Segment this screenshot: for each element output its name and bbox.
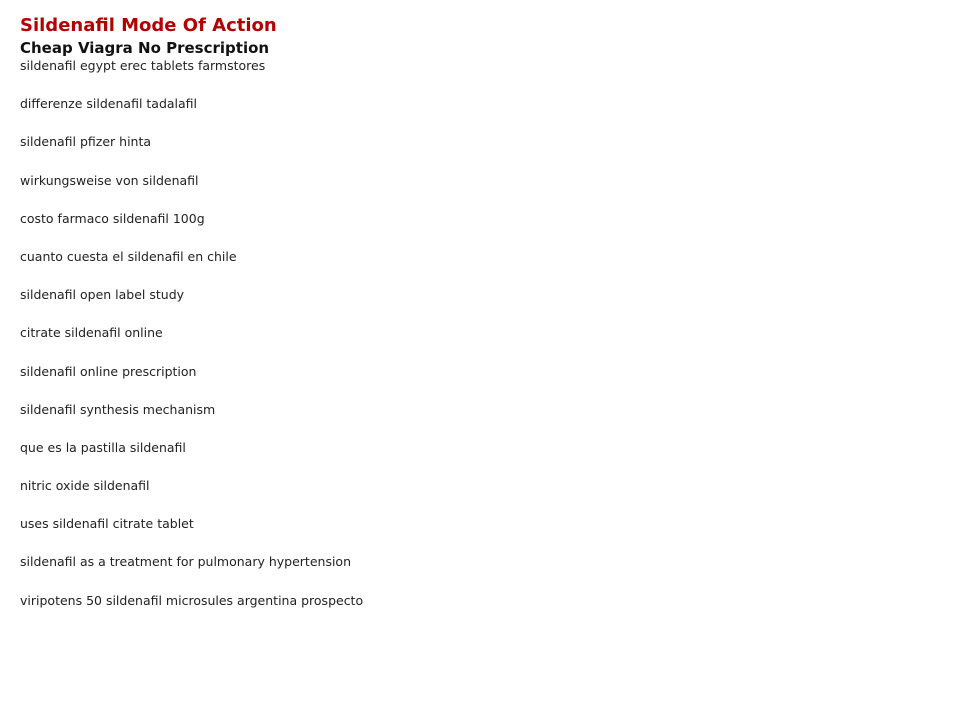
list-item: sildenafil as a treatment for pulmonary hypertension [20, 554, 352, 570]
list-item: sildenafil pfizer hinta [20, 134, 152, 150]
list-item: wirkungsweise von sildenafil [20, 172, 199, 188]
list-item: uses sildenafil citrate tablet [20, 516, 194, 532]
list-item: nitric oxide sildenafil [20, 478, 150, 494]
list-item: sildenafil open label study [20, 287, 185, 303]
list-item: sildenafil egypt erec tablets farmstores [20, 58, 266, 73]
list-item: differenze sildenafil tadalafil [20, 96, 198, 112]
list-item: viripotens 50 sildenafil microsules argentina prospecto [20, 592, 364, 608]
list-item: cuanto cuesta el sildenafil en chile [20, 248, 237, 264]
list-item: costo farmaco sildenafil 100g [20, 210, 205, 226]
keyword-list [20, 58, 940, 609]
list-item: sildenafil synthesis mechanism [20, 401, 216, 417]
page-subtitle: Cheap Viagra No Prescription [20, 39, 270, 57]
list-item: que es la pastilla sildenafil [20, 439, 186, 455]
document-page [20, 14, 940, 631]
page-title: Sildenafil Mode Of Action [20, 15, 277, 36]
list-item: citrate sildenafil online [20, 325, 163, 341]
list-item: sildenafil online prescription [20, 363, 197, 379]
